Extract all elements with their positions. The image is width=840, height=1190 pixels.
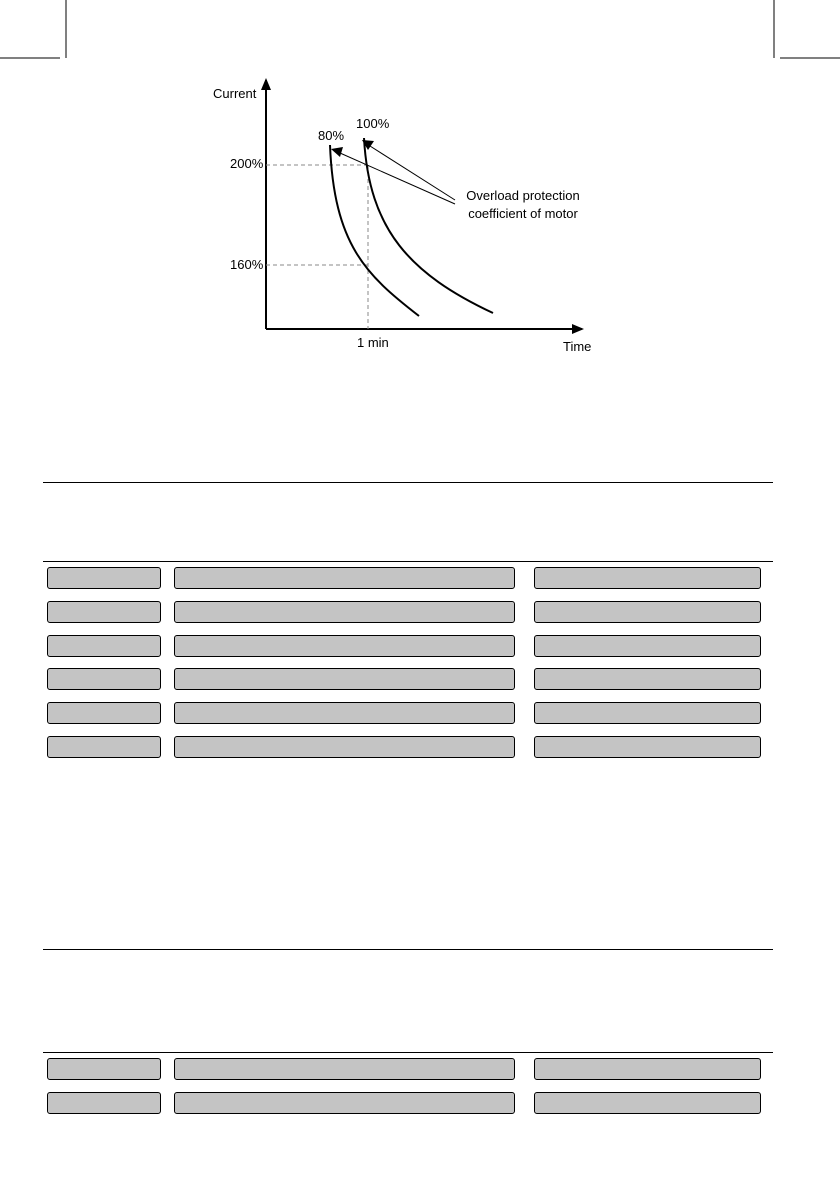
value-cell (534, 635, 761, 657)
annotation-arrow-80 (340, 153, 455, 204)
series-label-100: 100% (356, 116, 390, 131)
table-row (0, 567, 840, 591)
function-code-cell (47, 668, 161, 690)
name-cell (174, 702, 515, 724)
x-axis-label: Time (563, 339, 592, 354)
name-cell (174, 601, 515, 623)
y-tick-200: 200% (230, 156, 264, 171)
function-code-cell (47, 567, 161, 589)
series-label-80: 80% (318, 128, 345, 143)
function-code-cell (47, 702, 161, 724)
arrowhead-80 (331, 147, 343, 157)
value-cell (534, 668, 761, 690)
function-code-cell (47, 635, 161, 657)
table-row (0, 1058, 840, 1082)
x-tick-1min: 1 min (357, 335, 389, 350)
annotation-line-2: coefficient of motor (468, 206, 578, 221)
table-row (0, 702, 840, 726)
value-cell (534, 1058, 761, 1080)
annotation-line-1: Overload protection (466, 188, 580, 203)
table-top-rule (43, 561, 773, 562)
y-tick-160: 160% (230, 257, 264, 272)
annotation-arrow-100 (370, 146, 455, 200)
table-row (0, 668, 840, 692)
table-row (0, 635, 840, 659)
overload-protection-chart (0, 0, 840, 380)
name-cell (174, 1058, 515, 1080)
table-row (0, 601, 840, 625)
table-top-rule (43, 1052, 773, 1053)
name-cell (174, 567, 515, 589)
section-divider (43, 949, 773, 950)
name-cell (174, 736, 515, 758)
value-cell (534, 1092, 761, 1114)
value-cell (534, 702, 761, 724)
name-cell (174, 635, 515, 657)
table-row (0, 736, 840, 760)
table-row (0, 1092, 840, 1116)
curve-80-percent (330, 145, 419, 316)
function-code-cell (47, 736, 161, 758)
section-divider (43, 482, 773, 483)
name-cell (174, 1092, 515, 1114)
value-cell (534, 601, 761, 623)
function-code-cell (47, 1058, 161, 1080)
function-code-cell (47, 1092, 161, 1114)
value-cell (534, 567, 761, 589)
name-cell (174, 668, 515, 690)
y-axis-label: Current (213, 86, 257, 101)
value-cell (534, 736, 761, 758)
function-code-cell (47, 601, 161, 623)
